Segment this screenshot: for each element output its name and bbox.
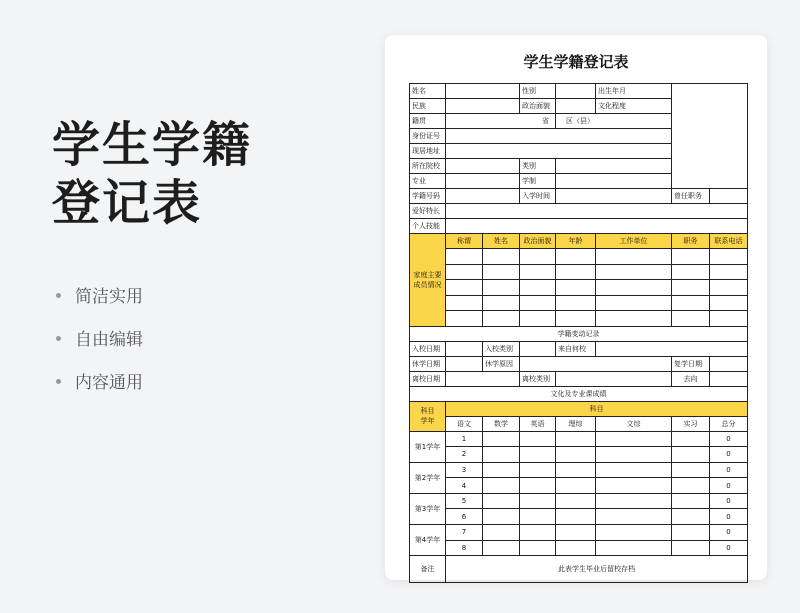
- family-cell[interactable]: [446, 264, 483, 280]
- score-cell[interactable]: [483, 493, 520, 509]
- term-number: 3: [446, 462, 483, 478]
- total-cell: 0: [710, 525, 748, 541]
- family-cell[interactable]: [556, 311, 596, 327]
- cell-label: 出生年月: [596, 84, 672, 99]
- cell-value[interactable]: [446, 204, 748, 219]
- family-cell[interactable]: [446, 311, 483, 327]
- family-cell[interactable]: [483, 264, 520, 280]
- family-cell[interactable]: [446, 249, 483, 265]
- family-cell[interactable]: [483, 311, 520, 327]
- cell-value[interactable]: [446, 159, 520, 174]
- score-cell[interactable]: [556, 540, 596, 556]
- family-cell[interactable]: [520, 249, 556, 265]
- term-number: 8: [446, 540, 483, 556]
- term-number: 4: [446, 478, 483, 494]
- score-cell[interactable]: [520, 431, 556, 447]
- family-cell[interactable]: [710, 249, 748, 265]
- cell-value[interactable]: [710, 189, 748, 204]
- score-cell[interactable]: [596, 525, 672, 541]
- year-label: 第2学年: [410, 462, 446, 493]
- cell-label: 复学日期: [672, 356, 710, 371]
- total-cell: 0: [710, 493, 748, 509]
- form-preview-card: [385, 35, 767, 580]
- family-cell[interactable]: [596, 264, 672, 280]
- cell-label: 籍贯: [410, 114, 446, 129]
- score-cell[interactable]: [596, 493, 672, 509]
- family-header: 联系电话: [710, 234, 748, 249]
- form-title: 学生学籍登记表: [523, 53, 629, 71]
- term-number: 5: [446, 493, 483, 509]
- cell-value[interactable]: [446, 99, 520, 114]
- cell-value[interactable]: [556, 84, 596, 99]
- hero-title: [52, 116, 252, 232]
- cell-label: 来自何校: [556, 341, 596, 356]
- score-cell[interactable]: [596, 478, 672, 494]
- cell-label: 类别: [520, 159, 556, 174]
- subject-label: 科目: [420, 407, 435, 415]
- section-title: 文化及专业课成绩: [410, 386, 748, 401]
- family-cell[interactable]: [672, 311, 710, 327]
- score-cell[interactable]: [483, 478, 520, 494]
- feature-item: 简洁实用: [56, 284, 143, 327]
- score-cell[interactable]: [672, 540, 710, 556]
- family-cell[interactable]: [556, 295, 596, 311]
- hero-title-line2: 登记表: [52, 175, 203, 231]
- family-cell[interactable]: [483, 249, 520, 265]
- cell-value[interactable]: [556, 174, 672, 189]
- bullet-icon: [56, 293, 61, 298]
- score-cell[interactable]: [672, 462, 710, 478]
- bullet-icon: [56, 336, 61, 341]
- subject-header: 实习: [672, 416, 710, 431]
- family-cell[interactable]: [483, 280, 520, 296]
- family-cell[interactable]: [596, 280, 672, 296]
- score-cell[interactable]: [483, 540, 520, 556]
- cell-district: 区（县）: [556, 114, 672, 129]
- feature-item: 自由编辑: [56, 327, 143, 370]
- family-cell[interactable]: [672, 249, 710, 265]
- score-cell[interactable]: [596, 431, 672, 447]
- cell-label: 休学日期: [410, 356, 446, 371]
- family-cell[interactable]: [520, 264, 556, 280]
- score-cell[interactable]: [483, 431, 520, 447]
- score-cell[interactable]: [672, 525, 710, 541]
- family-cell[interactable]: [520, 311, 556, 327]
- subject-header: 英语: [520, 416, 556, 431]
- cell-value[interactable]: [446, 84, 520, 99]
- family-section-label: 家庭主要成员情况: [410, 234, 446, 327]
- score-cell[interactable]: [596, 540, 672, 556]
- cell-value[interactable]: [520, 356, 672, 371]
- cell-value[interactable]: [556, 159, 672, 174]
- section-title: 学籍变动记录: [410, 326, 748, 341]
- subjects-header: 科目: [446, 401, 748, 416]
- family-cell[interactable]: [596, 311, 672, 327]
- cell-province: 省: [446, 114, 556, 129]
- family-header: 政治面貌: [520, 234, 556, 249]
- cell-label: 姓名: [410, 84, 446, 99]
- score-cell[interactable]: [483, 525, 520, 541]
- cell-label: 入校类别: [483, 341, 520, 356]
- score-cell[interactable]: [556, 509, 596, 525]
- total-cell: 0: [710, 540, 748, 556]
- bullet-icon: [56, 379, 61, 384]
- cell-value[interactable]: [446, 144, 672, 159]
- family-header: 职务: [672, 234, 710, 249]
- cell-label: 性别: [520, 84, 556, 99]
- term-number: 6: [446, 509, 483, 525]
- total-cell: 0: [710, 447, 748, 463]
- cell-value[interactable]: [710, 371, 748, 386]
- cell-label: 现居地址: [410, 144, 446, 159]
- cell-value[interactable]: [520, 341, 556, 356]
- cell-label: 爱好特长: [410, 204, 446, 219]
- score-cell[interactable]: [556, 431, 596, 447]
- score-cell[interactable]: [672, 509, 710, 525]
- family-cell[interactable]: [710, 264, 748, 280]
- subject-header: 文综: [596, 416, 672, 431]
- score-cell[interactable]: [556, 447, 596, 463]
- cell-label: 民族: [410, 99, 446, 114]
- total-cell: 0: [710, 462, 748, 478]
- term-number: 7: [446, 525, 483, 541]
- score-cell[interactable]: [556, 525, 596, 541]
- family-cell[interactable]: [672, 264, 710, 280]
- family-cell[interactable]: [556, 264, 596, 280]
- year-label: 第4学年: [410, 525, 446, 556]
- subject-header: 语文: [446, 416, 483, 431]
- cell-label: 离校日期: [410, 371, 446, 386]
- score-cell[interactable]: [672, 447, 710, 463]
- family-cell[interactable]: [672, 295, 710, 311]
- cell-value[interactable]: [446, 356, 483, 371]
- score-cell[interactable]: [520, 493, 556, 509]
- cell-value[interactable]: [446, 174, 520, 189]
- score-cell[interactable]: [596, 462, 672, 478]
- registration-table: [409, 83, 748, 583]
- score-cell[interactable]: [520, 478, 556, 494]
- score-cell[interactable]: [483, 509, 520, 525]
- score-cell[interactable]: [556, 493, 596, 509]
- score-cell[interactable]: [520, 540, 556, 556]
- score-cell[interactable]: [556, 478, 596, 494]
- family-cell[interactable]: [556, 249, 596, 265]
- cell-label: 专业: [410, 174, 446, 189]
- family-cell[interactable]: [446, 280, 483, 296]
- cell-value[interactable]: [596, 341, 748, 356]
- cell-label: 文化程度: [596, 99, 672, 114]
- family-header: 姓名: [483, 234, 520, 249]
- family-cell[interactable]: [596, 249, 672, 265]
- score-cell[interactable]: [520, 509, 556, 525]
- feature-list: [56, 284, 143, 413]
- score-cell[interactable]: [596, 447, 672, 463]
- subject-header: 数学: [483, 416, 520, 431]
- cell-label: 曾任职务: [672, 189, 710, 204]
- family-cell[interactable]: [710, 280, 748, 296]
- score-cell[interactable]: [483, 447, 520, 463]
- cell-label: 学制: [520, 174, 556, 189]
- cell-value[interactable]: [446, 371, 520, 386]
- score-cell[interactable]: [556, 462, 596, 478]
- photo-box: [672, 84, 748, 189]
- family-cell[interactable]: [520, 280, 556, 296]
- year-label: 第3学年: [410, 493, 446, 524]
- family-header: 称谓: [446, 234, 483, 249]
- family-cell[interactable]: [710, 295, 748, 311]
- cell-value[interactable]: [556, 99, 596, 114]
- score-cell[interactable]: [520, 462, 556, 478]
- cell-value[interactable]: [710, 356, 748, 371]
- score-cell[interactable]: [596, 509, 672, 525]
- score-cell[interactable]: [672, 493, 710, 509]
- total-cell: 0: [710, 478, 748, 494]
- cell-label: 入校日期: [410, 341, 446, 356]
- subject-year-header: [410, 401, 446, 431]
- term-number: 2: [446, 447, 483, 463]
- remark-text: 此表学生毕业后留校存档: [446, 556, 748, 583]
- feature-item: 内容通用: [56, 370, 143, 413]
- score-cell[interactable]: [483, 462, 520, 478]
- year-label: 第1学年: [410, 431, 446, 462]
- cell-label: 所在院校: [410, 159, 446, 174]
- cell-label: 去向: [672, 371, 710, 386]
- total-cell: 0: [710, 431, 748, 447]
- score-cell[interactable]: [672, 478, 710, 494]
- cell-value[interactable]: [556, 371, 672, 386]
- cell-label: 政治面貌: [520, 99, 556, 114]
- cell-value[interactable]: [446, 341, 483, 356]
- subject-header: 理综: [556, 416, 596, 431]
- cell-label: 入学时间: [520, 189, 556, 204]
- cell-label: 学籍号码: [410, 189, 446, 204]
- family-cell[interactable]: [672, 280, 710, 296]
- score-cell[interactable]: [520, 525, 556, 541]
- total-cell: 0: [710, 509, 748, 525]
- family-cell[interactable]: [520, 295, 556, 311]
- family-cell[interactable]: [710, 311, 748, 327]
- family-header: 工作单位: [596, 234, 672, 249]
- cell-label: 离校类别: [520, 371, 556, 386]
- family-cell[interactable]: [556, 280, 596, 296]
- family-cell[interactable]: [446, 295, 483, 311]
- subject-header: 总分: [710, 416, 748, 431]
- cell-value[interactable]: [446, 129, 672, 144]
- cell-value[interactable]: [446, 189, 520, 204]
- family-header: 年龄: [556, 234, 596, 249]
- cell-value[interactable]: [446, 219, 748, 234]
- score-cell[interactable]: [672, 431, 710, 447]
- family-cell[interactable]: [596, 295, 672, 311]
- hero-title-line1: 学生学籍: [52, 117, 253, 173]
- cell-label: 休学原因: [483, 356, 520, 371]
- remark-label: 备注: [410, 556, 446, 583]
- cell-label: 身份证号: [410, 129, 446, 144]
- year-label: 学年: [420, 417, 435, 425]
- term-number: 1: [446, 431, 483, 447]
- score-cell[interactable]: [520, 447, 556, 463]
- cell-label: 个人技能: [410, 219, 446, 234]
- cell-value[interactable]: [556, 189, 672, 204]
- family-cell[interactable]: [483, 295, 520, 311]
